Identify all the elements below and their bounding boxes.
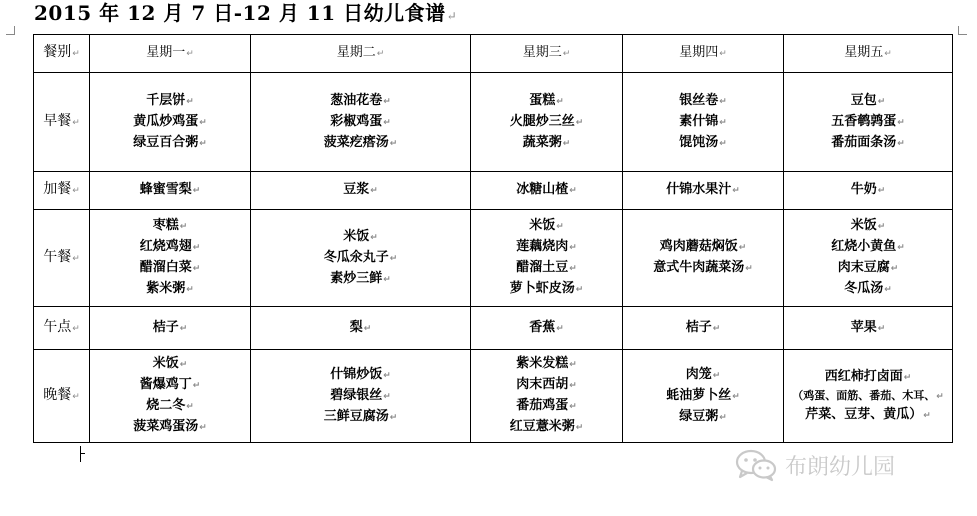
dish-item: 桔子↵ — [685, 319, 721, 335]
dish-item: 碧绿银丝↵ — [330, 387, 391, 403]
menu-cell — [251, 307, 471, 350]
header-cell-category: 餐别↵ — [34, 35, 90, 73]
meal-row — [34, 350, 953, 443]
dish-item: 彩椒鸡蛋↵ — [330, 113, 391, 129]
dish-item: 番茄面条汤↵ — [831, 134, 905, 150]
dish-item: 米饭↵ — [343, 228, 378, 244]
dish-item: 菠菜鸡蛋汤↵ — [133, 419, 207, 434]
meal-row — [34, 210, 953, 307]
dish-item: 豆浆↵ — [343, 182, 378, 197]
dish-item: 醋溜白菜↵ — [139, 260, 201, 275]
dish-item: 红烧小黄鱼↵ — [831, 239, 905, 254]
dish-item: 冬瓜氽丸子↵ — [323, 249, 398, 265]
dish-item: 西红柿打卤面↵ — [824, 368, 912, 384]
dish-item: 蜂蜜雪梨↵ — [139, 182, 201, 197]
dish-item: 鸡肉蘑菇焖饭↵ — [659, 239, 747, 254]
menu-cell — [784, 172, 953, 210]
dish-item: 绿豆粥↵ — [679, 408, 727, 424]
text-cursor-tick — [81, 453, 85, 454]
dish-item: 番茄鸡蛋↵ — [516, 398, 577, 413]
dish-item: 葱油花卷↵ — [330, 92, 391, 108]
dish-item: 冰糖山楂↵ — [516, 182, 577, 197]
margin-corner-mark-right — [958, 26, 967, 35]
paragraph-mark: ↵ — [446, 9, 458, 23]
dish-item: 苹果↵ — [850, 319, 886, 335]
dish-item: 烧二冬↵ — [146, 398, 194, 413]
dish-item: 梨↵ — [349, 319, 372, 335]
dish-item: 醋溜土豆↵ — [516, 260, 577, 275]
menu-cell — [471, 350, 623, 443]
dish-item: 黄瓜炒鸡蛋↵ — [133, 113, 207, 129]
menu-cell — [251, 210, 471, 307]
watermark-text: 布朗幼儿园 — [785, 454, 896, 480]
menu-cell — [784, 73, 953, 172]
dish-item: 红豆薏米粥↵ — [509, 419, 584, 434]
text-cursor — [80, 446, 81, 462]
dish-item: 什锦炒饭↵ — [330, 366, 391, 382]
dish-item: 馄饨汤↵ — [679, 134, 727, 150]
dish-item: 蔬菜粥↵ — [522, 134, 571, 150]
menu-cell — [623, 210, 784, 307]
dish-item: 莲藕烧肉↵ — [516, 239, 577, 254]
meal-label-cell: 加餐↵ — [34, 172, 90, 210]
dish-item: 火腿炒三丝↵ — [509, 113, 584, 129]
dish-item: 蚝油萝卜丝↵ — [666, 387, 740, 403]
dish-item: 酱爆鸡丁↵ — [139, 377, 201, 392]
dish-item: 三鲜豆腐汤↵ — [323, 408, 398, 424]
dish-item: 枣糕↵ — [152, 218, 188, 233]
meal-row — [34, 307, 953, 350]
menu-cell — [90, 73, 251, 172]
meal-row — [34, 73, 953, 172]
wechat-icon — [735, 448, 777, 482]
document-title — [34, 0, 457, 29]
header-row — [34, 35, 953, 73]
dish-item: 肉末豆腐↵ — [837, 260, 899, 275]
margin-corner-mark-left — [6, 26, 15, 35]
dish-item: 素什锦↵ — [679, 113, 727, 129]
menu-cell — [251, 350, 471, 443]
dish-item: 米饭↵ — [850, 218, 886, 233]
meal-row — [34, 172, 953, 210]
dish-item: 桔子↵ — [152, 319, 188, 335]
menu-cell — [471, 73, 623, 172]
dish-item: （鸡蛋、面筋、番茄、木耳、↵ — [792, 388, 944, 402]
dish-item: 豆包↵ — [850, 92, 886, 108]
dish-item: 什锦水果汁↵ — [666, 182, 740, 197]
menu-cell — [784, 210, 953, 307]
dish-item: 五香鹌鹑蛋↵ — [831, 113, 905, 129]
header-cell-day: 星期四↵ — [623, 35, 784, 73]
menu-cell — [784, 350, 953, 443]
dish-item: 意式牛肉蔬菜汤↵ — [653, 260, 753, 275]
meal-label: 早餐 — [43, 112, 72, 129]
menu-cell — [471, 307, 623, 350]
dish-item: 银丝卷↵ — [679, 92, 727, 108]
meal-label-cell: 早餐↵ — [34, 73, 90, 172]
meal-label: 午餐 — [43, 248, 72, 265]
dish-item: 素炒三鲜↵ — [330, 270, 391, 286]
meal-label-cell: 午餐↵ — [34, 210, 90, 307]
dish-item: 千层饼↵ — [146, 92, 194, 108]
meal-label-cell: 午点↵ — [34, 307, 90, 350]
dish-item: 蛋糕↵ — [529, 92, 564, 108]
menu-cell — [784, 307, 953, 350]
menu-cell — [471, 210, 623, 307]
menu-cell — [90, 307, 251, 350]
menu-cell — [90, 350, 251, 443]
dish-item: 香蕉↵ — [529, 319, 564, 335]
watermark — [735, 448, 895, 482]
menu-cell — [623, 172, 784, 210]
dish-item: 菠菜疙瘩汤↵ — [323, 134, 398, 150]
dish-item: 肉笼↵ — [685, 366, 721, 382]
menu-cell — [623, 307, 784, 350]
menu-table — [33, 34, 953, 443]
dish-item: 红烧鸡翅↵ — [139, 239, 201, 254]
dish-item: 牛奶↵ — [850, 182, 886, 197]
dish-item: 肉末西胡↵ — [516, 377, 577, 392]
header-cell-day: 星期二↵ — [251, 35, 471, 73]
dish-item: 紫米发糕↵ — [516, 356, 577, 371]
menu-cell — [471, 172, 623, 210]
meal-label: 晚餐 — [43, 386, 72, 403]
meal-label: 加餐 — [43, 181, 72, 197]
header-cell-day: 星期一↵ — [90, 35, 251, 73]
dish-item: 冬瓜汤↵ — [844, 281, 892, 296]
title-text: 2015 年 12 月 7 日-12 月 11 日幼儿食谱 — [34, 1, 446, 25]
dish-item: 米饭↵ — [529, 218, 564, 233]
dish-item: 米饭↵ — [152, 356, 188, 371]
menu-cell — [90, 210, 251, 307]
dish-item: 萝卜虾皮汤↵ — [509, 281, 584, 296]
dish-item: 紫米粥↵ — [146, 281, 194, 296]
menu-cell — [623, 73, 784, 172]
menu-cell — [251, 172, 471, 210]
menu-cell — [90, 172, 251, 210]
meal-label: 午点 — [43, 318, 72, 335]
header-cell-day: 星期五↵ — [784, 35, 953, 73]
dish-item: 绿豆百合粥↵ — [133, 134, 207, 150]
header-cell-day: 星期三↵ — [471, 35, 623, 73]
menu-cell — [251, 73, 471, 172]
menu-cell — [623, 350, 784, 443]
meal-label-cell: 晚餐↵ — [34, 350, 90, 443]
dish-item: 芹菜、豆芽、黄瓜）↵ — [805, 406, 931, 422]
